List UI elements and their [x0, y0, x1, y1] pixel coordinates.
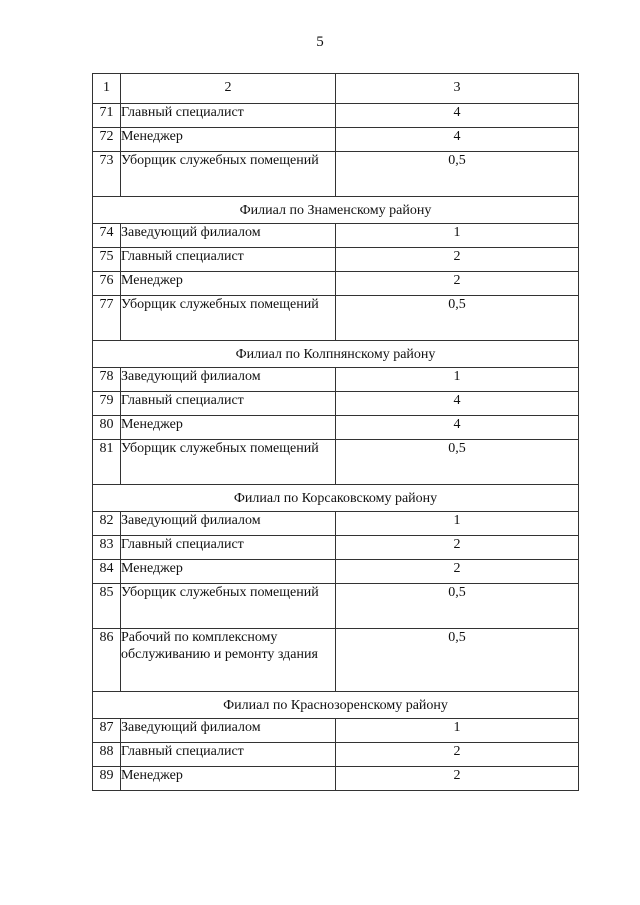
row-number: 81: [93, 440, 121, 485]
header-col-number: 1: [93, 74, 121, 104]
row-number: 89: [93, 767, 121, 791]
row-number: 74: [93, 224, 121, 248]
position-name: Менеджер: [121, 128, 336, 152]
header-col-quantity: 3: [336, 74, 579, 104]
position-name: Менеджер: [121, 560, 336, 584]
table-row: [93, 560, 579, 584]
position-name: Главный специалист: [121, 248, 336, 272]
staff-units: 0,5: [336, 440, 579, 485]
section-title: Филиал по Колпнянскому району: [93, 341, 579, 368]
row-number: 88: [93, 743, 121, 767]
staffing-table: [92, 73, 579, 791]
row-number: 87: [93, 719, 121, 743]
section-title: Филиал по Краснозоренскому району: [93, 692, 579, 719]
row-number: 71: [93, 104, 121, 128]
table-row: [93, 416, 579, 440]
staff-units: 2: [336, 767, 579, 791]
table-row: [93, 767, 579, 791]
staff-units: 1: [336, 512, 579, 536]
position-name: Главный специалист: [121, 743, 336, 767]
section-row: [93, 485, 579, 512]
section-title: Филиал по Корсаковскому району: [93, 485, 579, 512]
row-number: 79: [93, 392, 121, 416]
table-row: [93, 584, 579, 629]
table-row: [93, 152, 579, 197]
staff-units: 2: [336, 560, 579, 584]
position-name: Заведующий филиалом: [121, 224, 336, 248]
staff-units: 0,5: [336, 296, 579, 341]
table-header-row: [93, 74, 579, 104]
section-row: [93, 341, 579, 368]
table-row: [93, 296, 579, 341]
row-number: 84: [93, 560, 121, 584]
row-number: 72: [93, 128, 121, 152]
position-name: Рабочий по комплексному обслуживанию и ремонту здания: [121, 629, 336, 692]
staff-units: 2: [336, 743, 579, 767]
staff-units: 1: [336, 368, 579, 392]
table-row: [93, 536, 579, 560]
row-number: 83: [93, 536, 121, 560]
position-name: Главный специалист: [121, 392, 336, 416]
table-row: [93, 128, 579, 152]
table-row: [93, 368, 579, 392]
staff-units: 4: [336, 416, 579, 440]
position-name: Заведующий филиалом: [121, 719, 336, 743]
row-number: 76: [93, 272, 121, 296]
page-number: 5: [316, 34, 324, 50]
table-row: [93, 224, 579, 248]
staff-units: 4: [336, 392, 579, 416]
section-row: [93, 692, 579, 719]
position-name: Главный специалист: [121, 104, 336, 128]
staff-units: 4: [336, 104, 579, 128]
position-name: Уборщик служебных помещений: [121, 440, 336, 485]
staff-units: 0,5: [336, 629, 579, 692]
row-number: 73: [93, 152, 121, 197]
table-row: [93, 104, 579, 128]
row-number: 75: [93, 248, 121, 272]
position-name: Менеджер: [121, 416, 336, 440]
position-name: Заведующий филиалом: [121, 368, 336, 392]
staff-units: 2: [336, 536, 579, 560]
position-name: Менеджер: [121, 272, 336, 296]
staff-units: 2: [336, 272, 579, 296]
position-name: Заведующий филиалом: [121, 512, 336, 536]
table-row: [93, 629, 579, 692]
row-number: 82: [93, 512, 121, 536]
table-row: [93, 719, 579, 743]
position-name: Уборщик служебных помещений: [121, 584, 336, 629]
staff-units: 1: [336, 719, 579, 743]
staff-units: 1: [336, 224, 579, 248]
table-row: [93, 392, 579, 416]
row-number: 85: [93, 584, 121, 629]
row-number: 78: [93, 368, 121, 392]
row-number: 80: [93, 416, 121, 440]
table-row: [93, 248, 579, 272]
table-row: [93, 512, 579, 536]
table-row: [93, 440, 579, 485]
staff-units: 2: [336, 248, 579, 272]
row-number: 86: [93, 629, 121, 692]
header-col-position: 2: [121, 74, 336, 104]
staff-units: 0,5: [336, 584, 579, 629]
staff-units: 4: [336, 128, 579, 152]
table-row: [93, 743, 579, 767]
row-number: 77: [93, 296, 121, 341]
position-name: Уборщик служебных помещений: [121, 152, 336, 197]
table-row: [93, 272, 579, 296]
position-name: Менеджер: [121, 767, 336, 791]
staff-units: 0,5: [336, 152, 579, 197]
section-title: Филиал по Знаменскому району: [93, 197, 579, 224]
section-row: [93, 197, 579, 224]
position-name: Главный специалист: [121, 536, 336, 560]
position-name: Уборщик служебных помещений: [121, 296, 336, 341]
